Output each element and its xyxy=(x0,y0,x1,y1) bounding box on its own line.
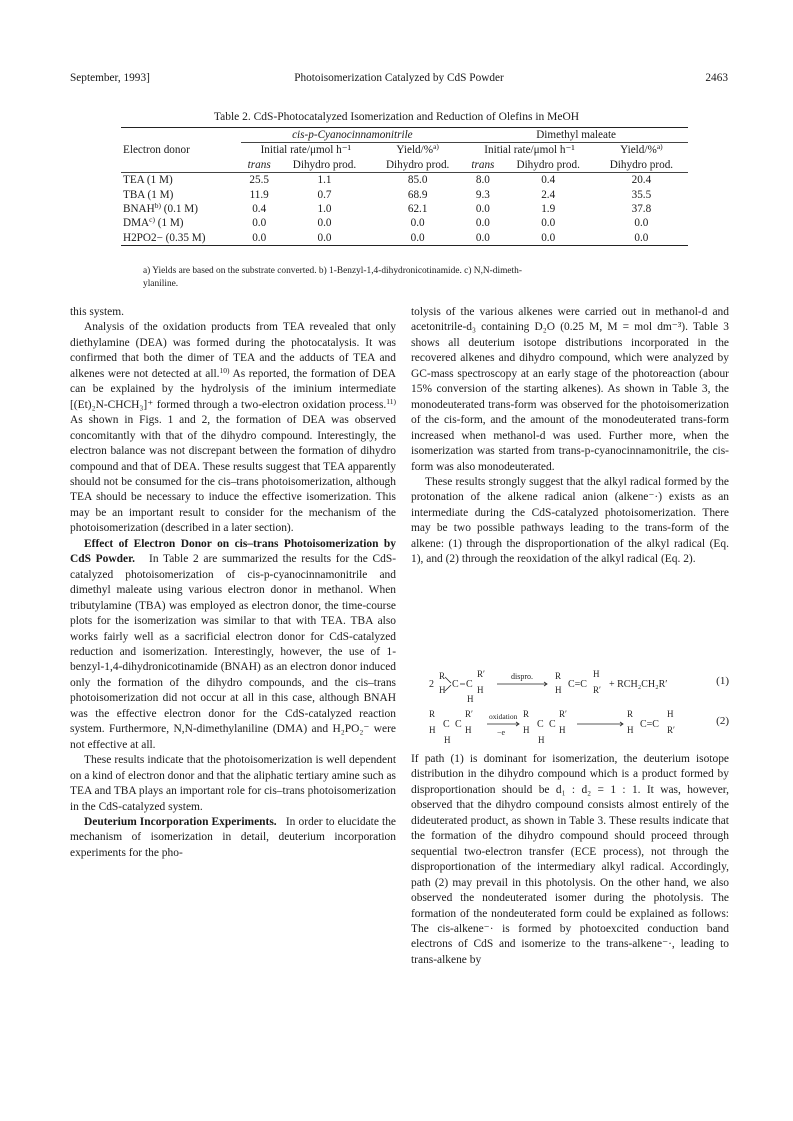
subheader-rate-1: Initial rate/μmol h⁻¹ xyxy=(260,144,352,157)
svg-text:oxidation: oxidation xyxy=(489,712,518,721)
subheader-dihydro-2: Dihydro prod. xyxy=(516,158,580,171)
svg-text:R: R xyxy=(555,671,562,681)
svg-text:R′: R′ xyxy=(667,725,675,735)
left-column xyxy=(70,305,396,861)
svg-text:dispro.: dispro. xyxy=(511,672,533,681)
svg-text:H: H xyxy=(593,669,600,679)
table-row: TEA (1 M) 25.5 1.1 85.0 8.0 0.4 20.4 xyxy=(123,174,652,187)
equation-2 xyxy=(411,705,729,745)
svg-text:H: H xyxy=(465,725,472,735)
svg-text:H: H xyxy=(538,735,545,745)
right-column xyxy=(411,305,729,568)
group-header-2: Dimethyl maleate xyxy=(464,128,688,143)
right-column-continued xyxy=(411,752,729,968)
table-row: TBA (1 M) 11.9 0.7 68.9 9.3 2.4 35.5 xyxy=(123,188,652,201)
equation-1-structure xyxy=(411,665,691,705)
equation-2-structure xyxy=(411,705,691,749)
svg-text:C: C xyxy=(443,719,450,730)
svg-text:H: H xyxy=(667,709,674,719)
svg-text:H: H xyxy=(555,685,562,695)
subheader-rate-2: Initial rate/μmol h⁻¹ xyxy=(484,144,575,157)
group-header-1: cis-p-Cyanocinnamonitrile xyxy=(241,128,465,143)
table-footnotes xyxy=(143,265,683,291)
paragraph: If path (1) is dominant for isomerization, the deuterium isotope distribution in the dihydro compound which is a product formed by disproportionation should be d₁ : d₂ = 1 : 1. It was, however, observed that the dihydro compound consists almost entirely of the dideuterated product, as shown in Table 3. These results indicate that the formation of the dihydro compound should proceed through sequential two-electron transfer (ECE process), not through the disproportionation of the intermediary alkyl radical. Accordingly, path (2) may prevail in this photolysis. On the other hand, we also observed the nondeuterated isomer during the photolysis. The formation of the nondeuterated form could be explained as follows: The cis-alkene⁻· is formed by photoexcited conduction band electrons of CdS and isomerize to the trans-alkene⁻·, leading to trans-alkene by xyxy=(411,753,729,966)
subheader-trans-2: trans xyxy=(471,158,495,171)
col-header-donor: Electron donor xyxy=(123,144,190,157)
subheader-yield-1: Yield/%$^{a)}$ xyxy=(396,142,439,157)
paragraph: These results strongly suggest that the alkyl radical formed by the protonation of the alkene radical anion (alkene⁻·) exists as an intermediate during the CdS-catalyzed photoisomerization. There may be two possible pathways leading to the trans-form of the alkene: (1) through the disproportionation of the alkyl radical (Eq. 1), and (2) through the reoxidation of the alkyl radical (Eq. 2). xyxy=(411,475,729,566)
svg-text:H: H xyxy=(439,685,446,695)
footnote-line-1: a) Yields are based on the substrate converted. b) 1-Benzyl-1,4-dihydronicotinamide. c) N,N-dimeth- xyxy=(143,266,522,276)
footnote-line-2: ylaniline. xyxy=(143,279,179,289)
svg-text:H: H xyxy=(444,735,451,745)
paragraph: Effect of Electron Donor on cis–trans Photoisomerization by CdS Powder. In Table 2 are summarized the results for the CdS-catalyzed photoisomerization of cis-p-cyanocinnamonitrile and dimethyl maleate using various electron donor in methanol. When tributylamine (TBA) was employed as electron donor, the time-course plots for the isomerization was similar to that with TEA. TBA also works fairly well as a sacrificial electron donor for CdS-catalyzed reduction and isomerization. Interestingly, however, the use of 1-benzyl-1,4-dihydronicotinamide (BNAH) as an electron donor induced only the formation of the dihydro compounds, and the cis–trans photoisomerization did not occur at all in this case, although BNAH was the effective electron donor for the CdS-catalyzed reaction system. Furthermore, N,N-dimethylaniline (DMA) and H₂PO₂⁻ were not effective at all. xyxy=(70,537,397,751)
svg-text:H: H xyxy=(627,725,634,735)
running-header xyxy=(70,72,728,88)
paragraph: this system. xyxy=(70,306,125,318)
subheader-dihydro-1: Dihydro prod. xyxy=(292,158,357,171)
paragraph: Analysis of the oxidation products from TEA revealed that only diethylamine (DEA) was formed during the photocatalysis. It was confirmed that both the dimer of TEA and the adducts of TEA and alkenes were not detected at all.$^{10)}$ As reported, the formation of DEA can be explained by the hydrolysis of the iminium intermediate [(Et)₂N-CHCH₃]⁺ formed through a two-electron oxidation process.$^{11)}$ As shown in Figs. 1 and 2, the formation of DEA was observed concomitantly with that of the dihydro compound. Interestingly, the electron balance was not discrepant between the formation of dihydro compound and that of DEA. These results suggest that TEA apparently should not be consumed for the cis–trans photoisomerization, although TEA should be necessary to induce the effective isomerization. This may be an important result to consider for the mechanism of the photoisomerization (described in a later section). xyxy=(70,321,397,535)
table-row: BNAH$^{b)}$ (0.1 M) 0.4 1.0 62.1 0.0 1.9 37.8 xyxy=(123,201,652,216)
svg-text:R: R xyxy=(523,709,530,719)
svg-text:+ RCH₂CH₂R′: + RCH₂CH₂R′ xyxy=(609,679,668,690)
svg-text:H: H xyxy=(477,685,484,695)
results-table xyxy=(121,127,688,246)
svg-text:R′: R′ xyxy=(559,709,567,719)
svg-text:−e: −e xyxy=(497,728,506,737)
svg-text:H: H xyxy=(429,725,436,735)
header-title: Photoisomerization Catalyzed by CdS Powder xyxy=(294,72,504,84)
table-row: H2PO2− (0.35 M) 0.0 0.0 0.0 0.0 0.0 0.0 xyxy=(121,231,688,246)
svg-text:2: 2 xyxy=(429,679,434,690)
svg-text:C: C xyxy=(466,679,473,690)
svg-text:C: C xyxy=(455,719,462,730)
equation-1 xyxy=(411,665,729,705)
svg-text:R′: R′ xyxy=(477,669,485,679)
subheader-yield-2: Yield/%$^{a)}$ xyxy=(620,142,663,157)
header-date: September, 1993] xyxy=(70,72,150,84)
svg-text:R: R xyxy=(627,709,634,719)
section-heading: Deuterium Incorporation Experiments. xyxy=(84,815,277,828)
paragraph: tolysis of the various alkenes were carried out in methanol-d and acetonitrile-d₃ containing D₂O (0.25 M, M = mol dm⁻³). Table 3 shows all deuterium isotope distributions incorporated in the recovered alkenes and dihydro compound, which were analyzed by GC-mass spectroscopy at an early stage of the photoreaction (abour 15% conversion of the starting alkenes). As shown in Table 3, the monodeuterated trans-form was observed for the photoisomerization of the cis-form, and the amount of the monodeuterated trans-form increased when methanol-d was used. Further more, when the isomerization was started from trans-p-cyanocinnamonitrile, the cis-form was also monodeuterated. xyxy=(411,306,729,473)
equation-number: (1) xyxy=(716,675,729,687)
paragraph: Deuterium Incorporation Experiments. In order to elucidate the mechanism of isomerization in detail, deuterium incorporation experiments for the pho- xyxy=(70,815,396,859)
svg-text:R′: R′ xyxy=(593,685,601,695)
svg-text:C: C xyxy=(452,679,459,690)
svg-text:H: H xyxy=(467,694,474,704)
table-caption: Table 2. CdS-Photocatalyzed Isomerization and Reduction of Olefins in MeOH xyxy=(213,111,580,123)
svg-text:R: R xyxy=(429,709,436,719)
svg-text:C=C: C=C xyxy=(640,719,659,730)
svg-text:R′: R′ xyxy=(465,709,473,719)
equation-number: (2) xyxy=(716,715,729,727)
svg-text:H: H xyxy=(559,725,566,735)
subheader-dihydro-yield-2: Dihydro prod. xyxy=(609,158,674,171)
svg-text:C: C xyxy=(537,719,544,730)
section-heading: Effect of Electron Donor on cis–trans Photoisomerization by CdS Powder. xyxy=(70,537,396,566)
svg-text:C=C: C=C xyxy=(568,679,587,690)
subheader-dihydro-yield-1: Dihydro prod. xyxy=(385,158,450,171)
paragraph: These results indicate that the photoisomerization is well dependent on a kind of electron donor and that the aliphatic tertiary amine such as TEA and TBA plays an important role for cis–trans photoisomerization in the CdS-catalyzed system. xyxy=(70,754,396,813)
table-row: DMA$^{c)}$ (1 M) 0.0 0.0 0.0 0.0 0.0 0.0 xyxy=(123,215,649,230)
svg-text:C: C xyxy=(549,719,556,730)
svg-text:R: R xyxy=(439,671,446,681)
subheader-trans-1: trans xyxy=(247,158,271,171)
page-number: 2463 xyxy=(705,72,728,84)
svg-text:H: H xyxy=(523,725,530,735)
